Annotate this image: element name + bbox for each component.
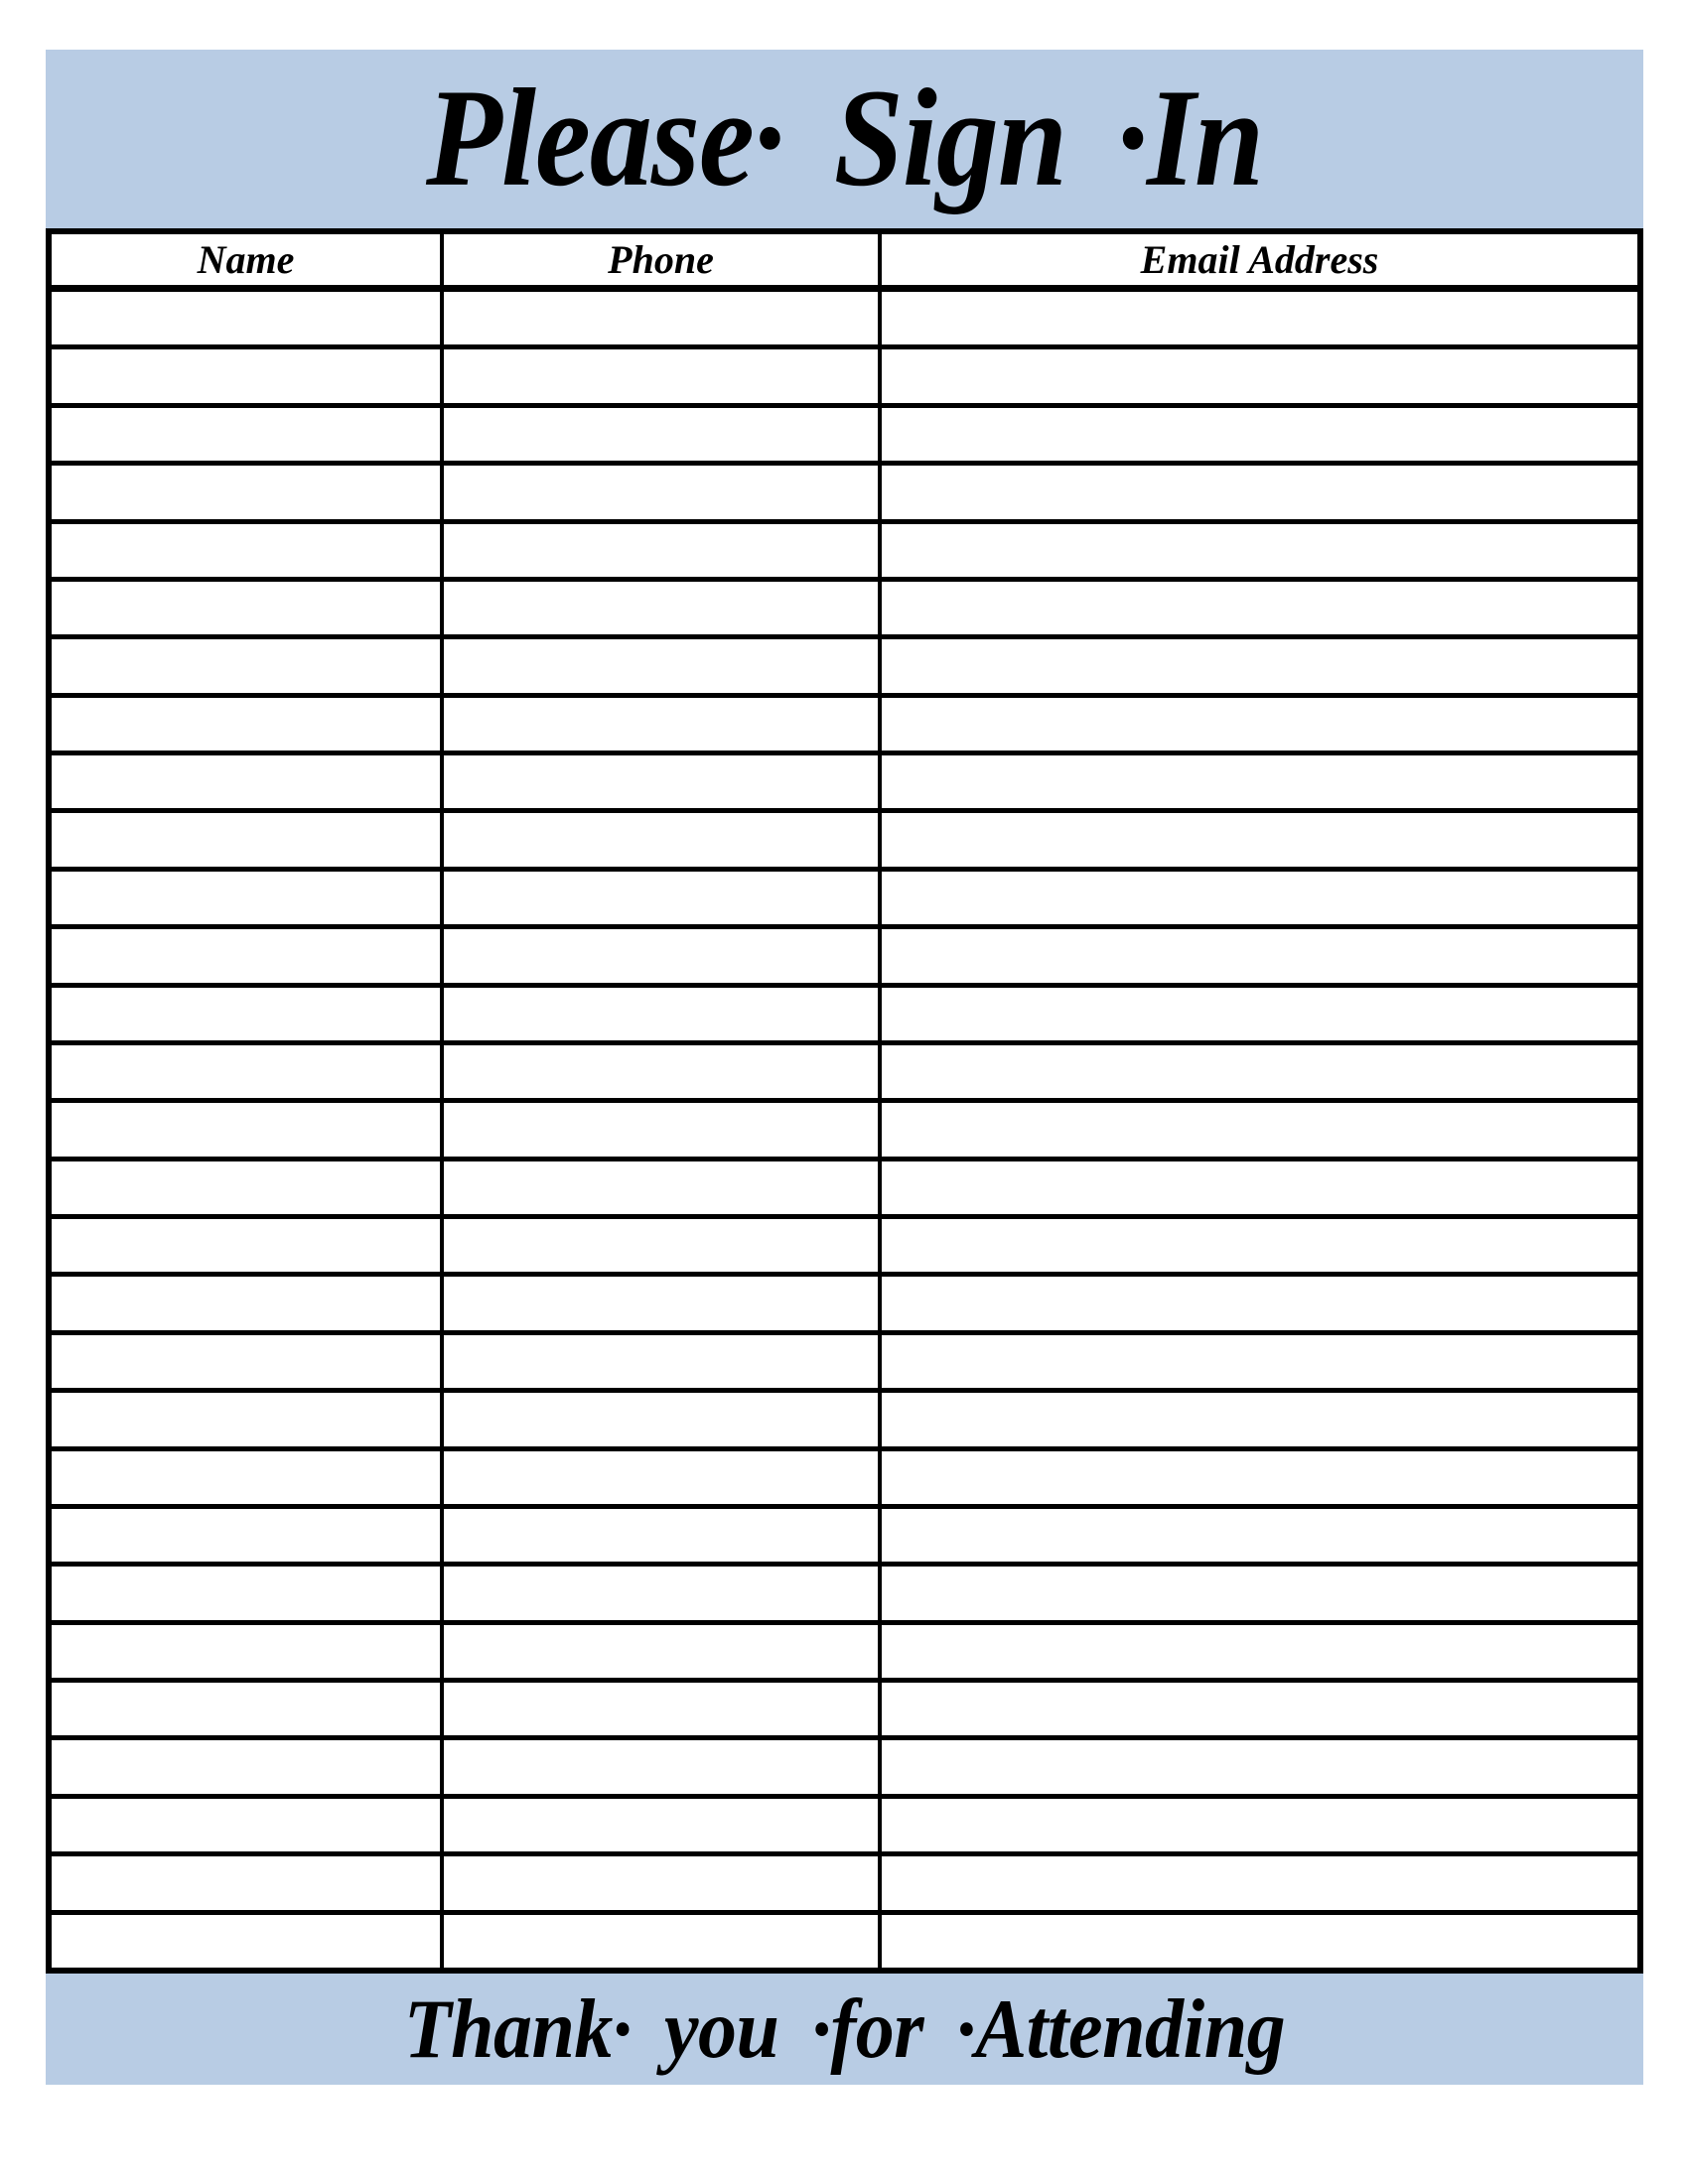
row-cell-email-address[interactable] xyxy=(882,292,1637,344)
row-cell-phone[interactable] xyxy=(444,1915,882,1968)
row-cell-phone[interactable] xyxy=(444,524,882,577)
row-cell-phone[interactable] xyxy=(444,1277,882,1329)
row-cell-email-address[interactable] xyxy=(882,408,1637,461)
table-header-row xyxy=(52,234,1637,292)
row-cell-name[interactable] xyxy=(52,1045,444,1098)
row-cell-phone[interactable] xyxy=(444,1103,882,1156)
row-cell-email-address[interactable] xyxy=(882,1219,1637,1272)
row-cell-phone[interactable] xyxy=(444,1451,882,1504)
row-cell-name[interactable] xyxy=(52,929,444,982)
row-cell-email-address[interactable] xyxy=(882,1683,1637,1735)
table-row xyxy=(52,524,1637,582)
table-row xyxy=(52,1451,1637,1509)
row-cell-name[interactable] xyxy=(52,698,444,751)
row-cell-email-address[interactable] xyxy=(882,1277,1637,1329)
row-cell-phone[interactable] xyxy=(444,582,882,634)
table-row xyxy=(52,1856,1637,1914)
table-row xyxy=(52,582,1637,639)
row-cell-phone[interactable] xyxy=(444,408,882,461)
row-cell-name[interactable] xyxy=(52,1219,444,1272)
row-cell-email-address[interactable] xyxy=(882,1045,1637,1098)
row-cell-name[interactable] xyxy=(52,1335,444,1388)
row-cell-name[interactable] xyxy=(52,1915,444,1968)
table-row xyxy=(52,1625,1637,1683)
row-cell-phone[interactable] xyxy=(444,813,882,866)
table-row xyxy=(52,1567,1637,1624)
table-row xyxy=(52,292,1637,349)
row-cell-name[interactable] xyxy=(52,755,444,808)
sign-in-table xyxy=(46,228,1643,1974)
row-cell-phone[interactable] xyxy=(444,466,882,518)
row-cell-email-address[interactable] xyxy=(882,1567,1637,1619)
row-cell-email-address[interactable] xyxy=(882,1799,1637,1851)
row-cell-name[interactable] xyxy=(52,1451,444,1504)
row-cell-email-address[interactable] xyxy=(882,639,1637,692)
row-cell-email-address[interactable] xyxy=(882,349,1637,402)
row-cell-email-address[interactable] xyxy=(882,929,1637,982)
column-header-phone: Phone xyxy=(444,234,882,285)
table-row xyxy=(52,1393,1637,1450)
table-row xyxy=(52,929,1637,987)
table-row xyxy=(52,813,1637,871)
row-cell-email-address[interactable] xyxy=(882,698,1637,751)
table-row xyxy=(52,349,1637,407)
page-title: Please· Sign ·In xyxy=(425,61,1264,216)
table-row xyxy=(52,1335,1637,1393)
table-row xyxy=(52,639,1637,697)
row-cell-phone[interactable] xyxy=(444,1567,882,1619)
row-cell-phone[interactable] xyxy=(444,1799,882,1851)
row-cell-email-address[interactable] xyxy=(882,466,1637,518)
row-cell-email-address[interactable] xyxy=(882,1451,1637,1504)
row-cell-phone[interactable] xyxy=(444,639,882,692)
table-row xyxy=(52,1799,1637,1856)
row-cell-email-address[interactable] xyxy=(882,1103,1637,1156)
table-body xyxy=(52,292,1637,1968)
row-cell-name[interactable] xyxy=(52,1683,444,1735)
row-cell-name[interactable] xyxy=(52,988,444,1040)
row-cell-phone[interactable] xyxy=(444,1740,882,1793)
row-cell-phone[interactable] xyxy=(444,872,882,924)
row-cell-name[interactable] xyxy=(52,292,444,344)
table-row xyxy=(52,466,1637,523)
row-cell-name[interactable] xyxy=(52,813,444,866)
row-cell-name[interactable] xyxy=(52,524,444,577)
table-row xyxy=(52,408,1637,466)
row-cell-email-address[interactable] xyxy=(882,524,1637,577)
row-cell-name[interactable] xyxy=(52,1103,444,1156)
row-cell-name[interactable] xyxy=(52,1567,444,1619)
row-cell-email-address[interactable] xyxy=(882,1740,1637,1793)
table-row xyxy=(52,755,1637,813)
row-cell-email-address[interactable] xyxy=(882,813,1637,866)
row-cell-name[interactable] xyxy=(52,1161,444,1214)
row-cell-phone[interactable] xyxy=(444,1509,882,1562)
row-cell-phone[interactable] xyxy=(444,755,882,808)
table-row xyxy=(52,988,1637,1045)
row-cell-name[interactable] xyxy=(52,872,444,924)
row-cell-name[interactable] xyxy=(52,1277,444,1329)
row-cell-name[interactable] xyxy=(52,1393,444,1445)
row-cell-phone[interactable] xyxy=(444,1683,882,1735)
row-cell-email-address[interactable] xyxy=(882,1393,1637,1445)
row-cell-phone[interactable] xyxy=(444,1045,882,1098)
table-row xyxy=(52,1277,1637,1334)
row-cell-name[interactable] xyxy=(52,466,444,518)
row-cell-email-address[interactable] xyxy=(882,988,1637,1040)
row-cell-email-address[interactable] xyxy=(882,1509,1637,1562)
row-cell-name[interactable] xyxy=(52,349,444,402)
row-cell-phone[interactable] xyxy=(444,1161,882,1214)
row-cell-name[interactable] xyxy=(52,639,444,692)
row-cell-email-address[interactable] xyxy=(882,755,1637,808)
row-cell-email-address[interactable] xyxy=(882,1915,1637,1968)
row-cell-name[interactable] xyxy=(52,1740,444,1793)
row-cell-phone[interactable] xyxy=(444,349,882,402)
row-cell-email-address[interactable] xyxy=(882,1161,1637,1214)
row-cell-phone[interactable] xyxy=(444,988,882,1040)
table-row xyxy=(52,1915,1637,1968)
row-cell-name[interactable] xyxy=(52,1856,444,1909)
table-row xyxy=(52,1219,1637,1277)
header-band xyxy=(46,50,1643,228)
row-cell-email-address[interactable] xyxy=(882,1335,1637,1388)
row-cell-email-address[interactable] xyxy=(882,872,1637,924)
table-row xyxy=(52,872,1637,929)
row-cell-name[interactable] xyxy=(52,1625,444,1678)
row-cell-phone[interactable] xyxy=(444,1335,882,1388)
table-row xyxy=(52,1045,1637,1103)
row-cell-name[interactable] xyxy=(52,1509,444,1562)
table-row xyxy=(52,1740,1637,1798)
row-cell-email-address[interactable] xyxy=(882,1625,1637,1678)
column-header-email-address: Email Address xyxy=(1140,237,1379,282)
table-row xyxy=(52,1509,1637,1567)
row-cell-phone[interactable] xyxy=(444,929,882,982)
row-cell-name[interactable] xyxy=(52,582,444,634)
row-cell-phone[interactable] xyxy=(444,1856,882,1909)
footer-message: Thank· you ·for ·Attending xyxy=(403,1981,1286,2076)
row-cell-email-address[interactable] xyxy=(882,582,1637,634)
row-cell-phone[interactable] xyxy=(444,1219,882,1272)
table-row xyxy=(52,698,1637,755)
row-cell-phone[interactable] xyxy=(444,698,882,751)
column-header-name: Name xyxy=(52,234,444,285)
row-cell-name[interactable] xyxy=(52,1799,444,1851)
footer-band xyxy=(46,1974,1643,2085)
row-cell-phone[interactable] xyxy=(444,1393,882,1445)
table-row xyxy=(52,1103,1637,1160)
row-cell-email-address[interactable] xyxy=(882,1856,1637,1909)
table-row xyxy=(52,1683,1637,1740)
row-cell-name[interactable] xyxy=(52,408,444,461)
row-cell-phone[interactable] xyxy=(444,1625,882,1678)
row-cell-phone[interactable] xyxy=(444,292,882,344)
table-row xyxy=(52,1161,1637,1219)
